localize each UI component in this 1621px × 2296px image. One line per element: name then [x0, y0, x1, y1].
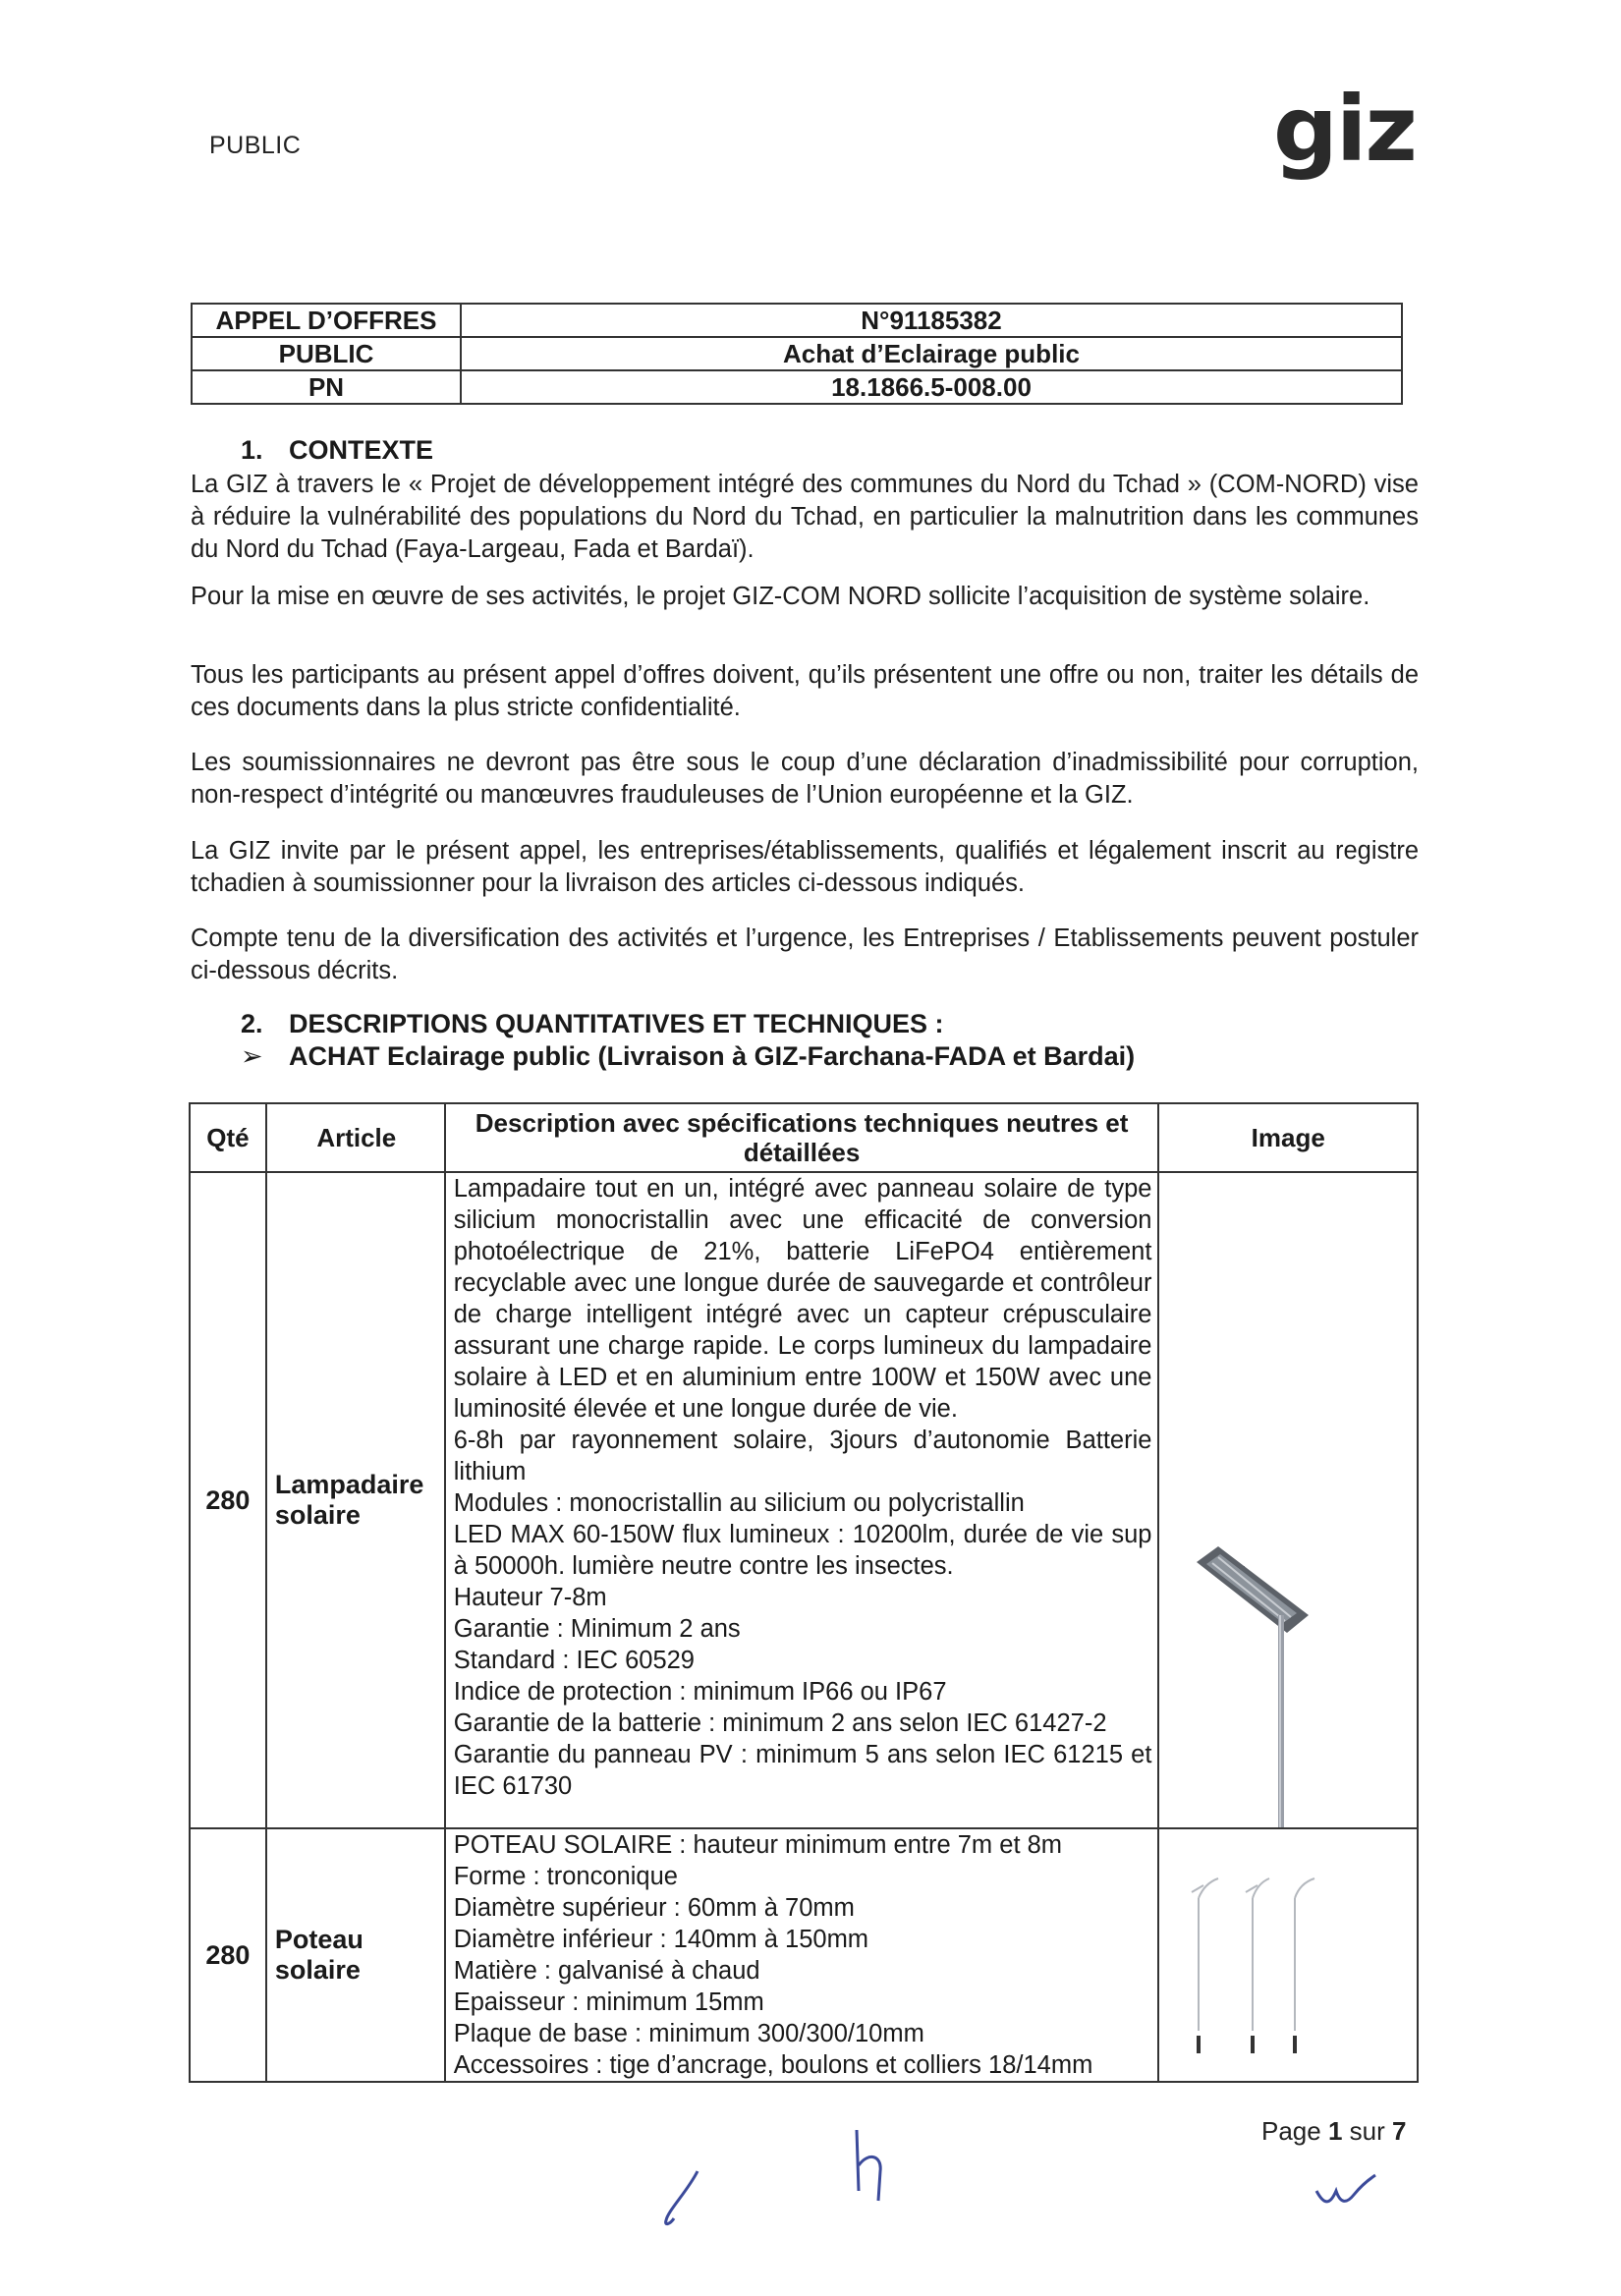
paragraph: Les soumissionnaires ne devront pas être sous le coup d’une déclaration d’inadmissibilité pour corruption, non-respect d’intégrité ou manœuvres frauduleuses de l’Union européenne et la GIZ.: [191, 749, 1419, 809]
column-header-description: Description avec spécifications techniques neutres et détaillées: [445, 1103, 1159, 1172]
table-row: [190, 1828, 1418, 2082]
section-title: CONTEXTE: [289, 435, 434, 465]
specification-table: [189, 1102, 1419, 2083]
project-number-label: PN: [192, 370, 461, 404]
bullet-text: ACHAT Eclairage public (Livraison à GIZ-Farchana-FADA et Bardai): [289, 1041, 1136, 1071]
tender-reference-table: [191, 303, 1403, 405]
spec-line: Hauteur 7-8m: [453, 1584, 607, 1611]
bullet-item: [241, 1041, 1135, 1072]
description-lead: Lampadaire tout en un, intégré avec panneau solaire de type silicium monocristallin avec une efficacité de conversion photoélectrique de 21%, batterie LiFePO4 entièrement recyclable avec une longue durée de sauvegarde et contrôleur de charge intelligent intégré avec un capteur crépusculaire assurant une charge rapide. Le corps lumineux du lampadaire solaire à LED et en aluminium entre 100W et 150W avec une luminosité élevée et une longue durée de vie.: [453, 1175, 1152, 1423]
tender-type-label: PUBLIC: [192, 337, 461, 370]
tender-number: N°91185382: [461, 304, 1402, 337]
table-row: [190, 1172, 1418, 1828]
image-cell: [1158, 1828, 1418, 2082]
page-current: 1: [1327, 2116, 1343, 2146]
spec-line: Accessoires : tige d’ancrage, boulons et colliers 18/14mm: [453, 2051, 1093, 2079]
spec-line: Diamètre supérieur : 60mm à 70mm: [453, 1894, 855, 1922]
spec-line: Garantie du panneau PV : minimum 5 ans selon IEC 61215 et IEC 61730: [453, 1741, 1152, 1800]
spec-line: Modules : monocristallin au silicium ou polycristallin: [453, 1489, 1025, 1517]
arrow-bullet-icon: ➢: [241, 1041, 263, 1071]
spec-line: Forme : tronconique: [453, 1863, 678, 1890]
spec-line: Plaque de base : minimum 300/300/10mm: [453, 2020, 924, 2047]
spec-line: POTEAU SOLAIRE : hauteur minimum entre 7m et 8m: [453, 1831, 1063, 1859]
image-cell: [1158, 1172, 1418, 1828]
paragraph: La GIZ à travers le « Projet de développement intégré des communes du Nord du Tchad » (COM-NORD) vise à réduire la vulnérabilité des populations du Nord du Tchad, en particulier la malnutrition dans les communes du Nord du Tchad (Faya-Largeau, Fada et Bardaï).: [191, 471, 1419, 563]
column-header-article: Article: [266, 1103, 445, 1172]
spec-line: LED MAX 60-150W flux lumineux : 10200lm, durée de vie sup à 50000h. lumière neutre contre les insectes.: [453, 1521, 1152, 1580]
classification-label: PUBLIC: [209, 132, 302, 159]
page-separator: sur: [1349, 2116, 1385, 2146]
table-row: [192, 304, 1402, 337]
spec-line: Epaisseur : minimum 15mm: [453, 1988, 764, 2016]
section-title: DESCRIPTIONS QUANTITATIVES ET TECHNIQUES :: [289, 1009, 944, 1038]
table-row: [192, 370, 1402, 404]
article-cell: Poteau solaire: [266, 1828, 445, 2082]
solar-poles-icon: [1159, 1829, 1409, 2081]
table-row: [192, 337, 1402, 370]
page-label: Page: [1261, 2116, 1321, 2146]
handwritten-initial-mark: [843, 2122, 902, 2211]
handwritten-initial-mark: [648, 2112, 737, 2230]
handwritten-initial-mark: [1307, 2161, 1385, 2220]
giz-logo: giz: [1273, 77, 1416, 182]
description-lead: 6-8h par rayonnement solaire, 3jours d’autonomie Batterie lithium: [453, 1427, 1152, 1485]
solar-street-lamp-icon: [1159, 1173, 1409, 1827]
spec-line: Standard : IEC 60529: [453, 1647, 695, 1674]
qty-cell: 280: [190, 1172, 266, 1828]
spec-line: Matière : galvanisé à chaud: [453, 1957, 760, 1985]
spec-line: Indice de protection : minimum IP66 ou IP67: [453, 1678, 947, 1706]
paragraph: Pour la mise en œuvre de ses activités, le projet GIZ-COM NORD sollicite l’acquisition de système solaire.: [191, 583, 1370, 610]
table-header-row: [190, 1103, 1418, 1172]
description-cell: [445, 1828, 1159, 2082]
page-total: 7: [1392, 2116, 1407, 2146]
section-number: 1.: [241, 435, 263, 465]
column-header-image: Image: [1158, 1103, 1418, 1172]
paragraph: Compte tenu de la diversification des activités et l’urgence, les Entreprises / Etablissements peuvent postuler ci-dessous décrits.: [191, 924, 1419, 984]
spec-line: Diamètre inférieur : 140mm à 150mm: [453, 1926, 869, 1953]
spec-line: Garantie : Minimum 2 ans: [453, 1615, 741, 1643]
tender-type-label: APPEL D’OFFRES: [192, 304, 461, 337]
section-heading-descriptions: [241, 1009, 944, 1039]
section-number: 2.: [241, 1009, 263, 1038]
page-number: [1261, 2116, 1407, 2147]
article-cell: Lampadaire solaire: [266, 1172, 445, 1828]
section-heading-contexte: [241, 435, 433, 466]
spec-line: Garantie de la batterie : minimum 2 ans selon IEC 61427-2: [453, 1709, 1107, 1737]
tender-subject: Achat d’Eclairage public: [461, 337, 1402, 370]
paragraph: Tous les participants au présent appel d’offres doivent, qu’ils présentent une offre ou non, traiter les détails de ces documents dans la plus stricte confidentialité.: [191, 661, 1419, 721]
project-number: 18.1866.5-008.00: [461, 370, 1402, 404]
paragraph: La GIZ invite par le présent appel, les entreprises/établissements, qualifiés et légalement inscrit au registre tchadien à soumissionner pour la livraison des articles ci-dessous indiqués.: [191, 837, 1419, 897]
qty-cell: 280: [190, 1828, 266, 2082]
description-cell: [445, 1172, 1159, 1828]
column-header-qty: Qté: [190, 1103, 266, 1172]
